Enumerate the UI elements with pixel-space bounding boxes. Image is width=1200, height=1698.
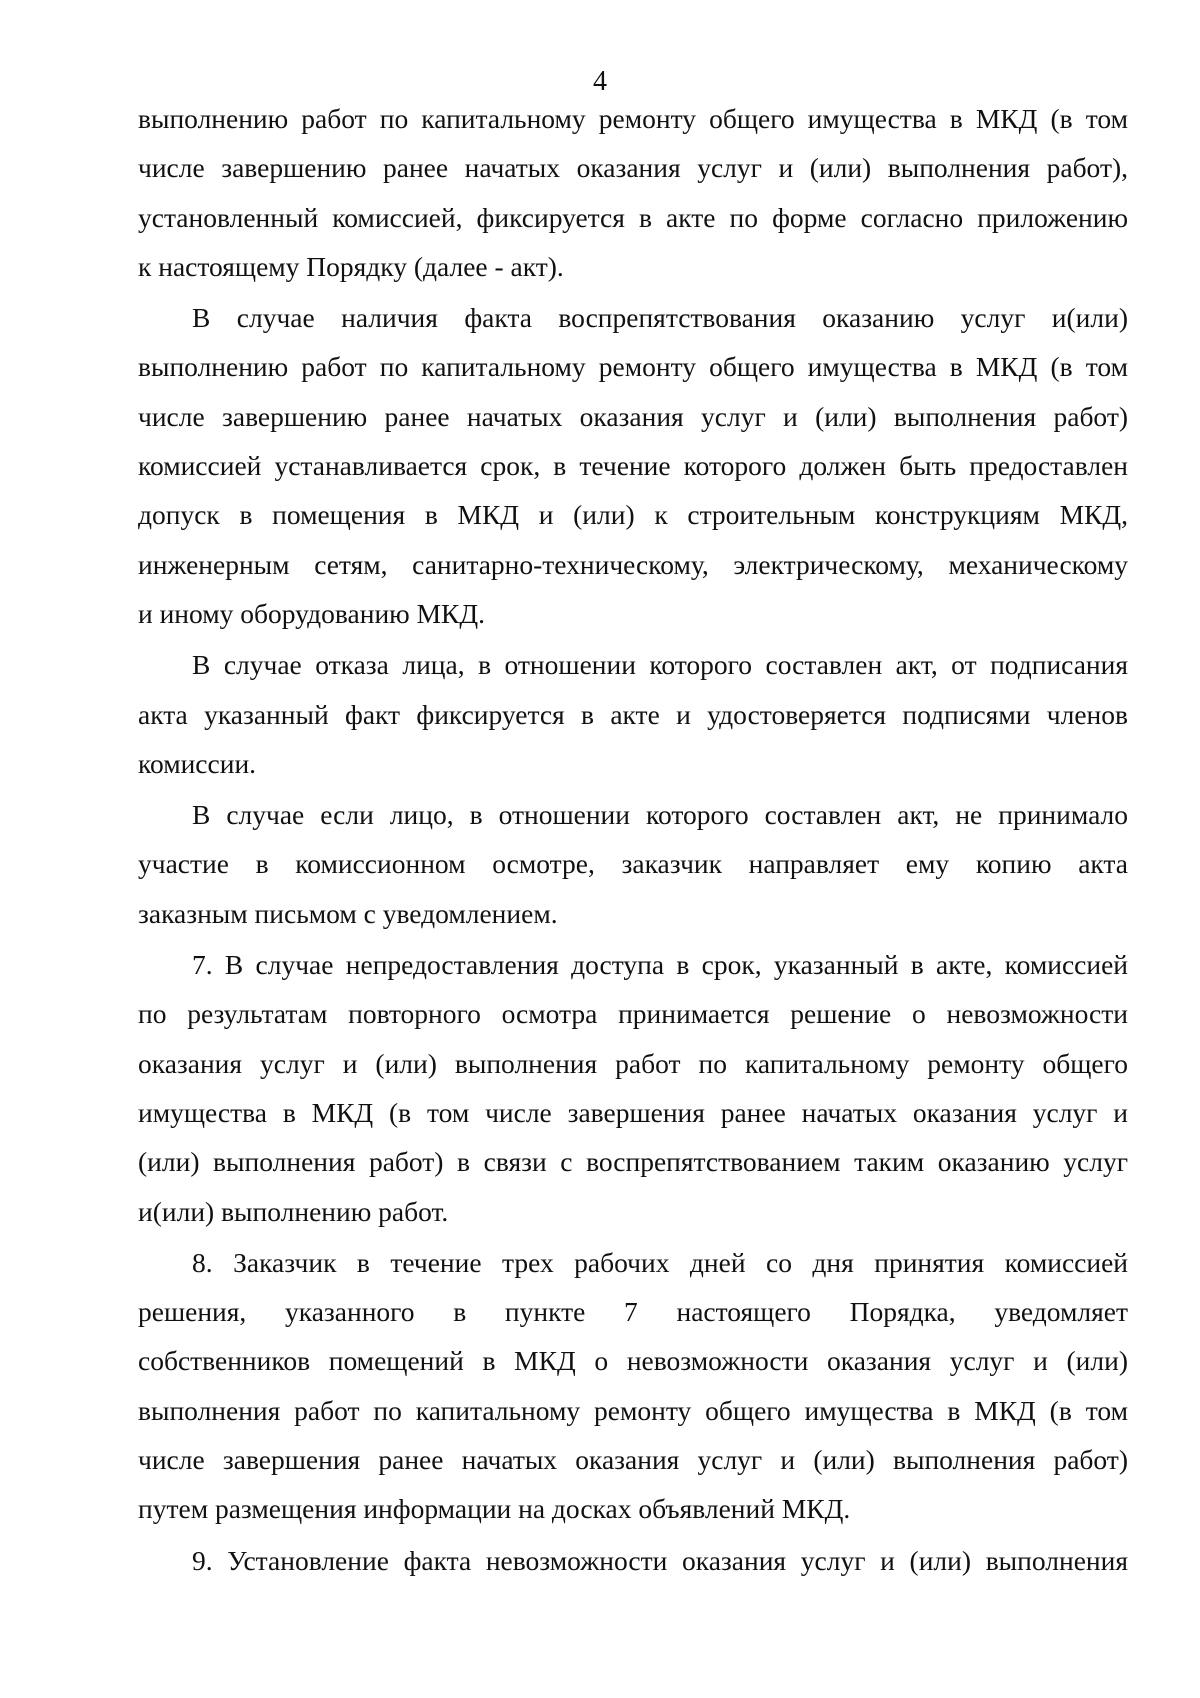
paragraph: [138, 94, 1128, 291]
paragraph-line: и(или) выполнению работ.: [138, 1195, 449, 1227]
paragraph-line: В случае наличия факта воспрепятствования оказанию услуг и(или): [192, 302, 1128, 334]
paragraph-line: акта указанный факт фиксируется в акте и удостоверяется подписями членов: [138, 698, 1128, 730]
paragraph-line: числе завершению ранее начатых оказания услуг и (или) выполнения работ): [138, 400, 1128, 432]
paragraph: [138, 940, 1128, 1236]
paragraph-line: числе завершения ранее начатых оказания услуг и (или) выполнения работ): [138, 1444, 1128, 1476]
paragraph-line: и иному оборудованию МКД.: [138, 597, 486, 629]
paragraph-line: выполнению работ по капитальному ремонту общего имущества в МКД (в том: [138, 103, 1128, 134]
paragraph-line: 8. Заказчик в течение трех рабочих дней со дня принятия комиссией: [192, 1246, 1128, 1278]
paragraph-line: числе завершению ранее начатых оказания услуг и (или) выполнения работ),: [138, 152, 1128, 184]
paragraph-line: инженерным сетям, санитарно-техническому, электрическому, механическому: [138, 548, 1128, 580]
paragraph-line: выполнению работ по капитальному ремонту общего имущества в МКД (в том: [138, 351, 1128, 383]
paragraph-line: заказным письмом с уведомлением.: [138, 897, 558, 929]
paragraph-line: В случае отказа лица, в отношении которого составлен акт, от подписания: [192, 649, 1128, 681]
paragraph-line: (или) выполнения работ) в связи с воспрепятствованием таким оказанию услуг: [138, 1146, 1128, 1178]
paragraph-line: решения, указанного в пункте 7 настоящего Порядка, уведомляет: [138, 1296, 1128, 1328]
paragraph-line: допуск в помещения в МКД и (или) к строительным конструкциям МКД,: [138, 499, 1128, 531]
paragraph: [138, 790, 1128, 938]
paragraph-line: имущества в МКД (в том числе завершения ранее начатых оказания услуг и: [138, 1096, 1128, 1128]
document-body: [138, 94, 1128, 1587]
paragraph-line: 7. В случае непредоставления доступа в срок, указанный в акте, комиссией: [192, 949, 1128, 981]
paragraph-line: собственников помещений в МКД о невозможности оказания услуг и (или): [138, 1345, 1128, 1377]
paragraph-line: путем размещения информации на досках объявлений МКД.: [138, 1493, 851, 1525]
paragraph-line: В случае если лицо, в отношении которого составлен акт, не принимало: [192, 799, 1128, 831]
paragraph-line: комиссии.: [138, 747, 257, 779]
paragraph-line: к настоящему Порядку (далее - акт).: [138, 250, 564, 282]
paragraph-line: участие в комиссионном осмотре, заказчик направляет ему копию акта: [138, 848, 1128, 880]
page-number: 4: [593, 66, 607, 97]
paragraph: [138, 640, 1128, 788]
paragraph-line: комиссией устанавливается срок, в течение которого должен быть предоставлен: [138, 450, 1128, 482]
paragraph-line: оказания услуг и (или) выполнения работ по капитальному ремонту общего: [138, 1047, 1128, 1079]
paragraph-line: выполнения работ по капитальному ремонту общего имущества в МКД (в том: [138, 1394, 1128, 1426]
paragraph-line: по результатам повторного осмотра принимается решение о невозможности: [138, 998, 1128, 1030]
paragraph-line: установленный комиссией, фиксируется в акте по форме согласно приложению: [138, 201, 1128, 233]
paragraph-line: 9. Установление факта невозможности оказания услуг и (или) выполнения: [192, 1544, 1128, 1576]
paragraph: [138, 293, 1128, 638]
paragraph: [138, 1238, 1128, 1534]
paragraph: [138, 1536, 1128, 1585]
